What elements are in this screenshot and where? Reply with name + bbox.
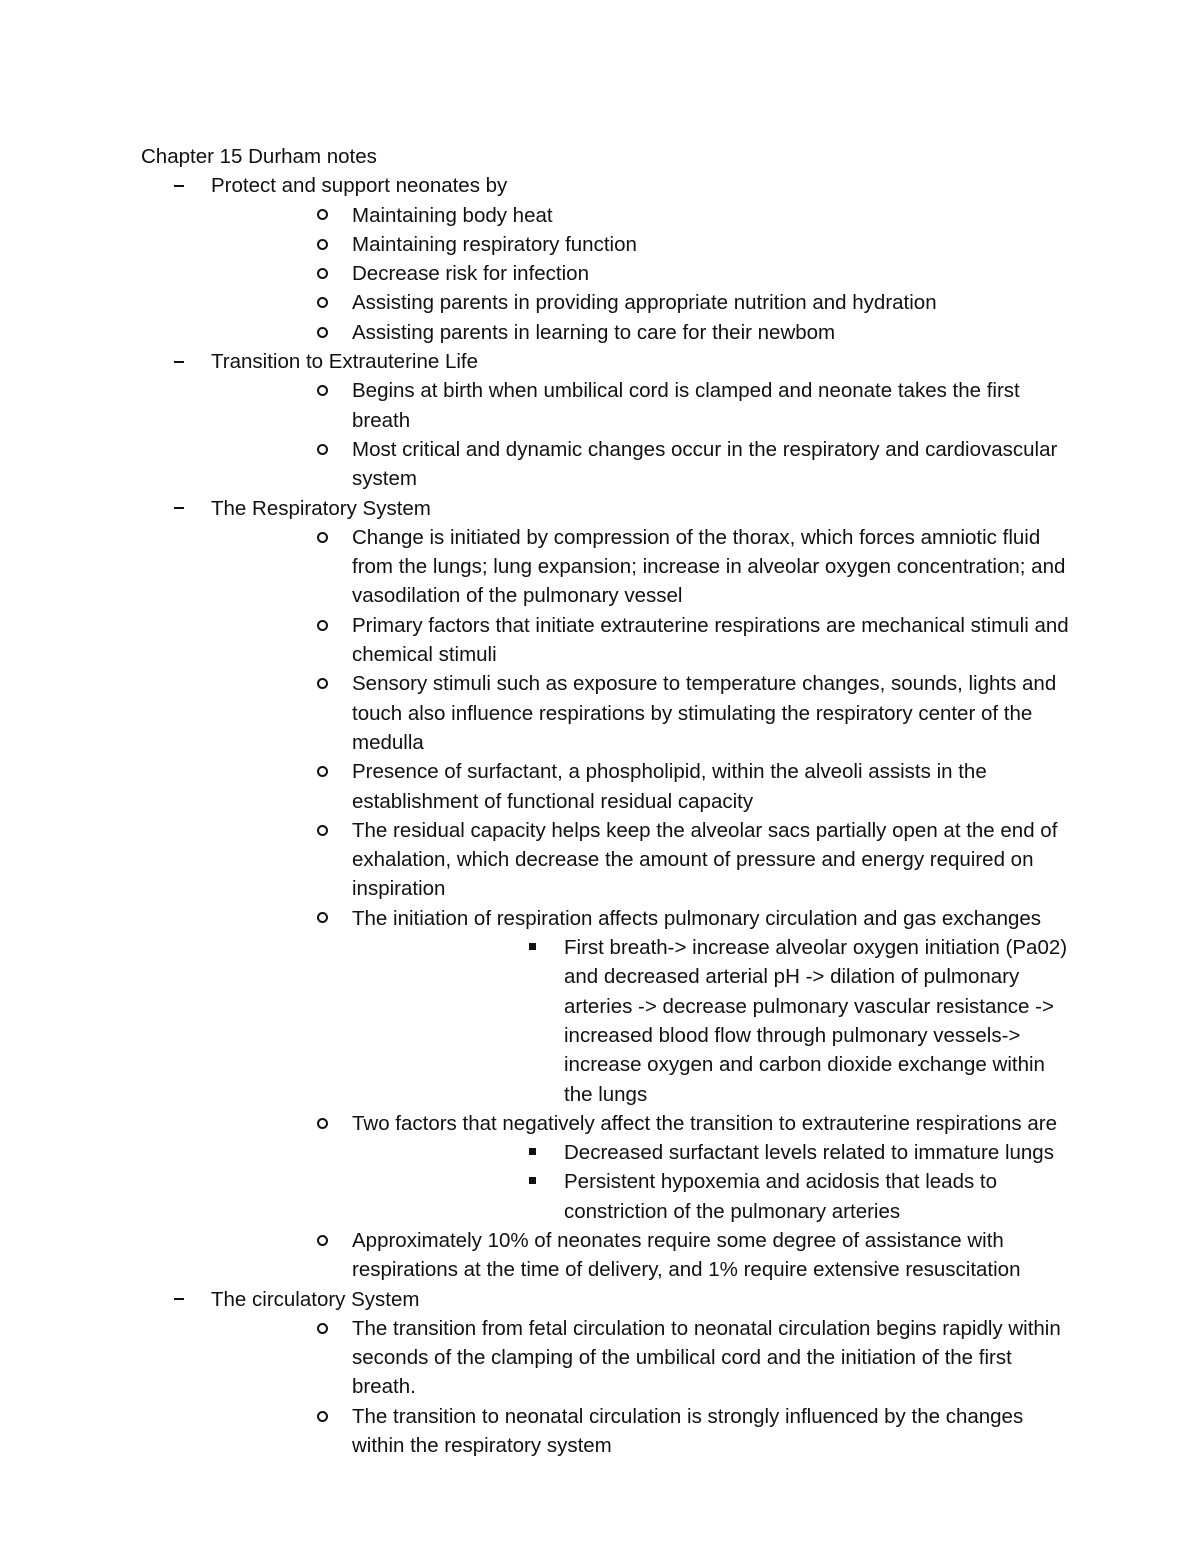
circle-bullet-icon <box>317 1226 328 1255</box>
list-item <box>211 611 1071 670</box>
square-bullet-icon <box>529 1138 536 1167</box>
list-item-text: Maintaining respiratory function <box>352 232 637 256</box>
list-item <box>211 1402 1071 1461</box>
circle-bullet-icon <box>317 435 328 464</box>
circle-bullet-icon <box>317 376 328 405</box>
section-item <box>141 171 1071 347</box>
section-item <box>141 347 1071 493</box>
list-item <box>211 435 1071 494</box>
circle-bullet-icon <box>317 288 328 317</box>
section-item <box>141 1285 1071 1461</box>
circle-bullet-icon <box>317 201 328 230</box>
dash-bullet-icon <box>174 494 184 523</box>
list-item <box>211 288 1071 317</box>
dash-bullet-icon <box>174 347 184 376</box>
sub-list-item-text: First breath-> increase alveolar oxygen initiation (Pa02) and decreased arterial pH -> dilation of pulmonary arteries -> decrease pulmonary vascular resistance -> increased blood flow through pulmonary vessels-> increase oxygen and carbon dioxide exchange within the lungs <box>564 936 1068 1106</box>
list-item-text: Decrease risk for infection <box>352 262 589 286</box>
circle-bullet-icon <box>317 669 328 698</box>
sub-list-item-text: Persistent hypoxemia and acidosis that leads to constriction of the pulmonary arteries <box>564 1170 998 1223</box>
document-title: Chapter 15 Durham notes <box>141 145 377 168</box>
bullet-list <box>211 376 1071 493</box>
section-heading: Transition to Extrauterine Life <box>211 350 479 374</box>
circle-bullet-icon <box>317 1109 328 1138</box>
square-bullet-icon <box>529 933 536 962</box>
dash-bullet-icon <box>174 1285 184 1314</box>
list-item <box>211 1226 1071 1285</box>
bullet-list <box>211 523 1071 1285</box>
bullet-list <box>211 201 1071 347</box>
list-item <box>211 376 1071 435</box>
list-item-text: Presence of surfactant, a phospholipid, within the alveoli assists in the establishment of functional residual capacity <box>352 760 987 813</box>
document-body <box>141 142 1071 1460</box>
circle-bullet-icon <box>317 1402 328 1431</box>
list-item <box>211 523 1071 611</box>
sub-list-item <box>352 933 1071 1109</box>
circle-bullet-icon <box>317 1314 328 1343</box>
sub-bullet-list <box>352 933 1071 1109</box>
circle-bullet-icon <box>317 757 328 786</box>
list-item <box>211 904 1071 1109</box>
list-item-text: Maintaining body heat <box>352 203 553 227</box>
list-item-text: Approximately 10% of neonates require some degree of assistance with respirations at the time of delivery, and 1% require extensive resuscitation <box>352 1228 1021 1282</box>
section-item <box>141 494 1071 1285</box>
circle-bullet-icon <box>317 523 328 552</box>
circle-bullet-icon <box>317 318 328 347</box>
list-item-text: The residual capacity helps keep the alveolar sacs partially open at the end of exhalation, which decrease the amount of pressure and energy required on inspiration <box>352 818 1058 901</box>
list-item <box>211 1314 1071 1402</box>
section-heading: The circulatory System <box>211 1287 420 1311</box>
list-item-text: Begins at birth when umbilical cord is clamped and neonate takes the first breath <box>352 379 1020 432</box>
list-item-text: Most critical and dynamic changes occur in the respiratory and cardiovascular system <box>352 437 1058 491</box>
list-item <box>211 669 1071 757</box>
section-list <box>141 171 1071 1460</box>
circle-bullet-icon <box>317 611 328 640</box>
list-item-text: Sensory stimuli such as exposure to temperature changes, sounds, lights and touch also influence respirations by stimulating the respiratory center of the medulla <box>352 672 1057 754</box>
sub-bullet-list <box>352 1138 1071 1226</box>
list-item <box>211 318 1071 347</box>
section-heading: The Respiratory System <box>211 496 431 520</box>
list-item-text: The transition from fetal circulation to neonatal circulation begins rapidly within seconds of the clamping of the umbilical cord and the initiation of the first breath. <box>352 1316 1061 1399</box>
list-item-text: Two factors that negatively affect the transition to extrauterine respirations are <box>352 1111 1057 1135</box>
dash-bullet-icon <box>174 171 184 200</box>
list-item-text: Primary factors that initiate extrauterine respirations are mechanical stimuli and chemical stimuli <box>352 613 1069 667</box>
list-item-text: Change is initiated by compression of the thorax, which forces amniotic fluid from the lungs; lung expansion; increase in alveolar oxygen concentration; and vasodilation of the pulmonary vessel <box>352 525 1066 608</box>
list-item-text: Assisting parents in providing appropriate nutrition and hydration <box>352 291 937 315</box>
list-item-text: Assisting parents in learning to care for their newbom <box>352 320 836 344</box>
section-heading: Protect and support neonates by <box>211 174 508 198</box>
list-item <box>211 230 1071 259</box>
sub-list-item <box>352 1167 1071 1226</box>
circle-bullet-icon <box>317 816 328 845</box>
list-item <box>211 816 1071 904</box>
circle-bullet-icon <box>317 230 328 259</box>
circle-bullet-icon <box>317 259 328 288</box>
sub-list-item-text: Decreased surfactant levels related to immature lungs <box>564 1141 1054 1165</box>
circle-bullet-icon <box>317 904 328 933</box>
bullet-list <box>211 1314 1071 1460</box>
list-item <box>211 259 1071 288</box>
list-item <box>211 757 1071 816</box>
sub-list-item <box>352 1138 1071 1167</box>
list-item <box>211 201 1071 230</box>
list-item <box>211 1109 1071 1226</box>
list-item-text: The initiation of respiration affects pulmonary circulation and gas exchanges <box>352 906 1042 930</box>
list-item-text: The transition to neonatal circulation is strongly influenced by the changes within the respiratory system <box>352 1404 1024 1458</box>
square-bullet-icon <box>529 1167 536 1196</box>
